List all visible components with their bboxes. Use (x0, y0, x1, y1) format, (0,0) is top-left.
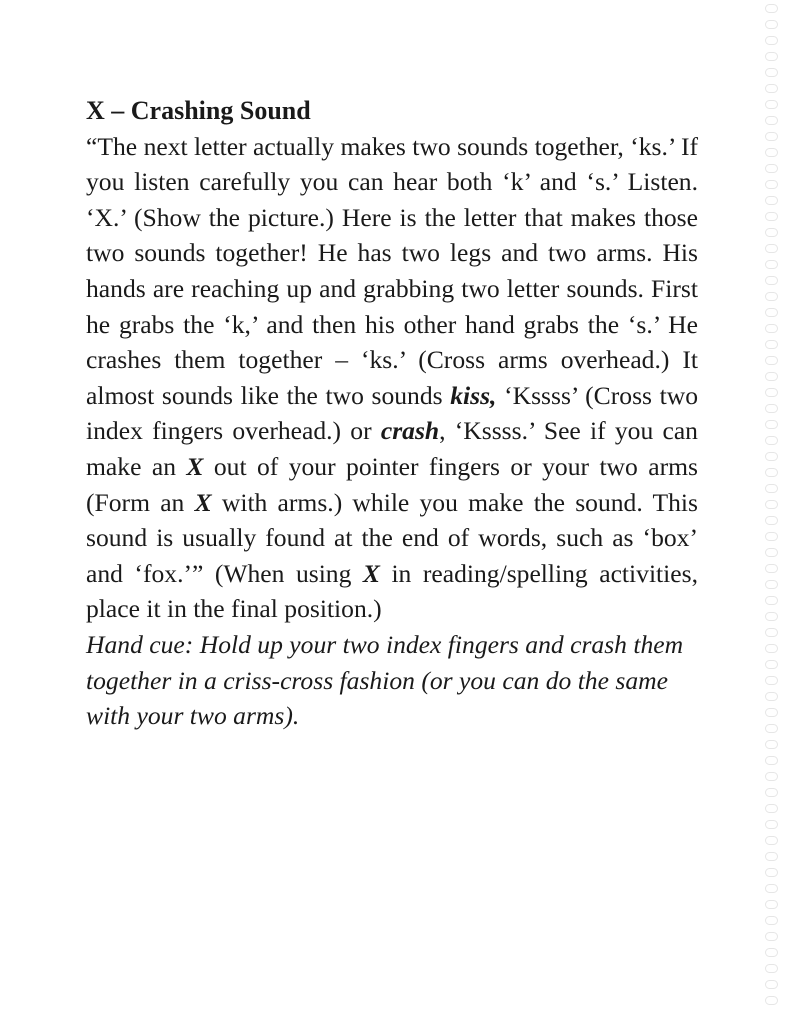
binding-hole (765, 4, 778, 13)
binding-hole (765, 116, 778, 125)
emphasis-letter-x: X (186, 451, 204, 481)
binding-hole (765, 212, 778, 221)
binding-hole (765, 132, 778, 141)
paragraph-text: out of your pointer fingers or your two arms (Form an (86, 451, 698, 517)
binding-hole (765, 20, 778, 29)
binding-hole (765, 84, 778, 93)
binding-hole (765, 548, 778, 557)
instruction-paragraph (86, 129, 698, 627)
emphasis-crash: crash (380, 416, 440, 446)
binding-hole (765, 308, 778, 317)
page-content (86, 93, 698, 734)
binding-hole (765, 932, 778, 941)
binding-hole (765, 980, 778, 989)
binding-hole (765, 68, 778, 77)
binding-hole (765, 804, 778, 813)
binding-hole (765, 836, 778, 845)
binding-hole (765, 180, 778, 189)
binding-hole (765, 596, 778, 605)
binding-hole (765, 724, 778, 733)
spiral-binding-holes (761, 0, 781, 1024)
binding-hole (765, 580, 778, 589)
section-heading: X – Crashing Sound (86, 96, 311, 125)
binding-hole (765, 772, 778, 781)
binding-hole (765, 452, 778, 461)
binding-hole (765, 404, 778, 413)
binding-hole (765, 996, 778, 1005)
paragraph-text: with arms.) while you make the sound. This sound is usually found at the end of words, such as ‘box’ and ‘fox.’” (When using (86, 487, 698, 588)
binding-hole (765, 372, 778, 381)
binding-hole (765, 900, 778, 909)
binding-hole (765, 852, 778, 861)
binding-hole (765, 756, 778, 765)
binding-hole (765, 356, 778, 365)
binding-hole (765, 340, 778, 349)
binding-hole (765, 468, 778, 477)
binding-hole (765, 948, 778, 957)
binding-hole (765, 676, 778, 685)
binding-hole (765, 436, 778, 445)
binding-hole (765, 484, 778, 493)
binding-hole (765, 228, 778, 237)
paragraph-text: , ‘Kssss.’ See if you can make an (86, 416, 698, 481)
binding-hole (765, 660, 778, 669)
binding-hole (765, 516, 778, 525)
binding-hole (765, 276, 778, 285)
binding-hole (765, 196, 778, 205)
binding-hole (765, 52, 778, 61)
binding-hole (765, 500, 778, 509)
hand-cue-text: Hand cue: Hold up your two index fingers and crash them together in a criss-cross fashion (or you can do the same with your two arms). (86, 629, 684, 731)
binding-hole (765, 964, 778, 973)
binding-hole (765, 148, 778, 157)
binding-hole (765, 292, 778, 301)
binding-hole (765, 644, 778, 653)
binding-hole (765, 788, 778, 797)
binding-hole (765, 260, 778, 269)
binding-hole (765, 532, 778, 541)
binding-hole (765, 564, 778, 573)
paragraph-text: ‘Kssss’ (Cross two index fingers overhead.) or (86, 380, 699, 446)
paragraph-text: “The next letter actually makes two sounds together, ‘ks.’ If you listen carefully you can hear both ‘k’ and ‘s.’ Listen. ‘X.’ (Show the picture.) Here is the letter that makes those two sounds together! He has two legs and two arms. His hands are reaching up and grabbing two letter sounds. First he grabs the ‘k,’ and then his other hand grabs the ‘s.’ He crashes them together – ‘ks.’ (Cross arms overhead.) It almost sounds like the two sounds (86, 131, 698, 410)
emphasis-kiss: kiss, (450, 380, 497, 410)
binding-hole (765, 164, 778, 173)
binding-hole (765, 708, 778, 717)
emphasis-letter-x: X (362, 558, 380, 588)
binding-hole (765, 692, 778, 701)
binding-hole (765, 868, 778, 877)
binding-hole (765, 916, 778, 925)
binding-hole (765, 612, 778, 621)
binding-hole (765, 740, 778, 749)
binding-hole (765, 628, 778, 637)
paragraph-text: in reading/spelling activities, place it in the final position.) (86, 558, 698, 624)
binding-hole (765, 884, 778, 893)
binding-hole (765, 244, 778, 253)
binding-hole (765, 420, 778, 429)
binding-hole (765, 820, 778, 829)
binding-hole (765, 324, 778, 333)
binding-hole (765, 100, 778, 109)
binding-hole (765, 36, 778, 45)
binding-hole (765, 388, 778, 397)
emphasis-letter-x: X (194, 487, 212, 517)
